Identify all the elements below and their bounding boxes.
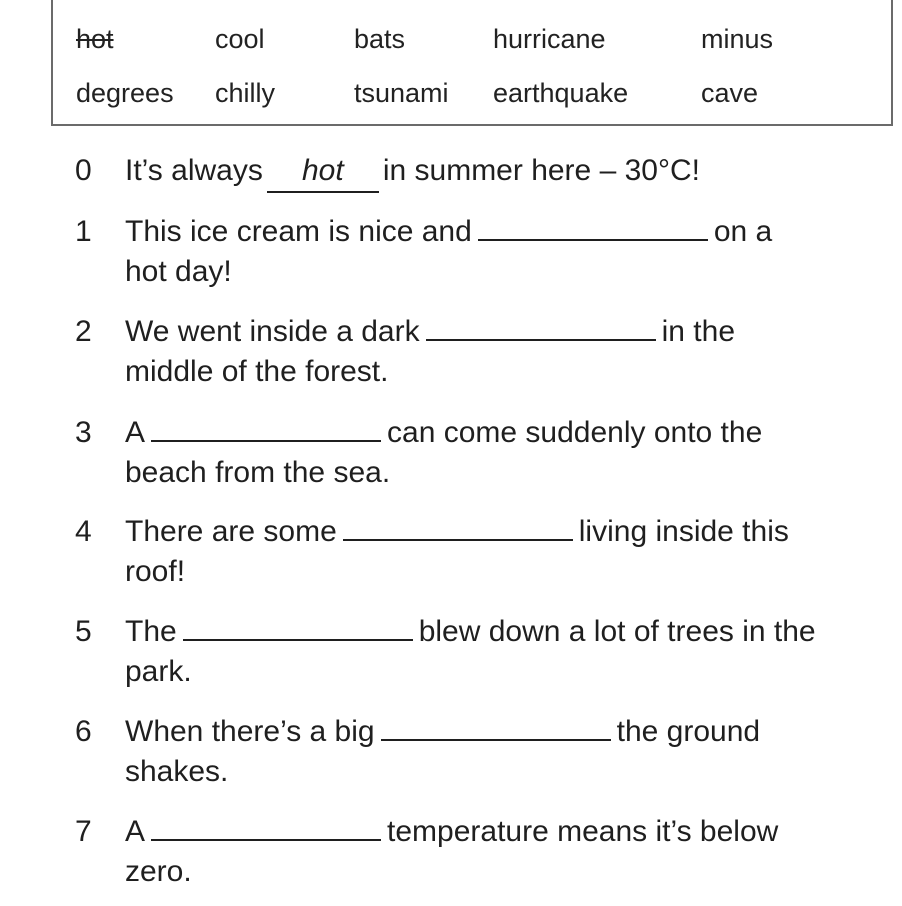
item-text-before: This ice cream is nice and — [125, 215, 472, 248]
answer-blank[interactable] — [381, 713, 611, 741]
word-bank-word: tsunami — [354, 78, 449, 108]
answer-blank[interactable] — [426, 313, 656, 341]
answer-blank[interactable] — [183, 613, 413, 641]
item-sentence — [125, 812, 895, 892]
item-sentence — [125, 612, 895, 692]
item-text-before: It’s always — [125, 154, 263, 187]
answer-blank[interactable] — [151, 813, 381, 841]
item-text-before: A — [125, 416, 146, 449]
item-number: 2 — [75, 315, 92, 348]
word-bank-word: earthquake — [493, 78, 629, 108]
item-number: 6 — [75, 715, 92, 748]
item-text-continued: roof! — [125, 555, 186, 588]
answer-blank[interactable] — [343, 513, 573, 541]
item-text-after: living inside this — [578, 515, 789, 548]
answer-blank[interactable] — [151, 414, 381, 442]
item-number: 7 — [75, 815, 92, 848]
item-text-continued: shakes. — [125, 755, 229, 788]
word-bank-word: hot — [76, 24, 114, 54]
item-sentence — [125, 512, 895, 592]
item-number: 4 — [75, 515, 92, 548]
item-sentence — [125, 151, 895, 193]
item-text-after: can come suddenly onto the — [387, 416, 763, 449]
word-bank-word: hurricane — [493, 24, 606, 54]
word-bank-word: bats — [354, 24, 406, 54]
word-bank-word: chilly — [215, 78, 276, 108]
item-sentence — [125, 413, 895, 493]
word-bank-word: cool — [215, 24, 265, 54]
item-text-continued: park. — [125, 655, 192, 688]
item-number: 0 — [75, 154, 92, 187]
item-sentence — [125, 312, 895, 392]
item-sentence — [125, 212, 895, 292]
word-bank — [51, 0, 893, 126]
item-number: 1 — [75, 215, 92, 248]
item-text-after: temperature means it’s below — [387, 815, 779, 848]
word-bank-word: degrees — [76, 78, 174, 108]
item-text-after: on a — [713, 215, 773, 248]
word-bank-word: minus — [701, 24, 774, 54]
item-number: 5 — [75, 615, 92, 648]
answer-example: hot — [267, 151, 379, 193]
item-text-continued: beach from the sea. — [125, 456, 391, 489]
item-text-after: in the — [661, 315, 735, 348]
item-text-continued: hot day! — [125, 255, 232, 288]
item-text-after: blew down a lot of trees in the — [418, 615, 816, 648]
item-text-before: There are some — [125, 515, 337, 548]
item-text-after: the ground — [616, 715, 761, 748]
item-number: 3 — [75, 416, 92, 449]
item-text-continued: zero. — [125, 855, 192, 888]
item-sentence — [125, 712, 895, 792]
item-text-before: A — [125, 815, 146, 848]
word-bank-word: cave — [701, 78, 759, 108]
item-text-continued: middle of the forest. — [125, 355, 389, 388]
item-text-before: The — [125, 615, 177, 648]
item-text-after: in summer here – 30°C! — [382, 154, 700, 187]
answer-blank[interactable] — [478, 213, 708, 241]
item-text-before: We went inside a dark — [125, 315, 420, 348]
item-text-before: When there’s a big — [125, 715, 375, 748]
